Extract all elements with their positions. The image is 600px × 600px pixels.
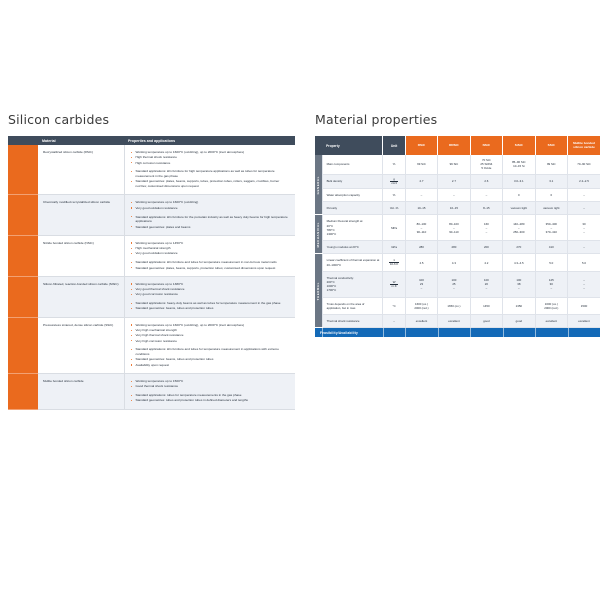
property-value-cell: – <box>470 189 502 202</box>
right-panel-title: Material properties <box>315 112 438 127</box>
list-item: Very good oxidation resistance <box>131 206 291 211</box>
list-item: Standard applications: heavy-duty beams as well as tubes for temperature measurement in the gas phase <box>131 301 291 306</box>
material-properties-cell <box>124 373 295 409</box>
property-value-cell: 4.3 <box>438 254 470 271</box>
list-item: Standard applications: tubes for temperature measurements in the gas phase <box>131 393 291 398</box>
property-value-cell: 280 <box>405 241 437 254</box>
property-value-cell: – <box>568 189 600 202</box>
header-cell-material-nsic: NSiC <box>470 136 502 155</box>
property-value-cell: good <box>503 315 535 328</box>
property-name-cell: Medium Flexural strength at 20°C 780°C 1300°C <box>322 215 383 241</box>
list-item: Standard applications: kiln furniture for high temperature applications as well as tubes for temperature measurement in the gas phase <box>131 169 291 179</box>
property-value-cell: 2.7 <box>438 174 470 188</box>
property-value-cell: – – – <box>568 271 600 297</box>
list-item: Working temperature up to 1600°C (oxidizing), up to 2000°C (inert atmosphere) <box>131 150 291 155</box>
materials-table <box>8 136 295 410</box>
group-label-general: GENERAL <box>315 155 322 215</box>
property-unit-cell: % <box>383 155 405 174</box>
property-value-cell: 1450 <box>470 297 502 314</box>
list-item: Standard geometries: plates and beams <box>131 225 291 230</box>
header-cell-properties: Properties and applications <box>124 136 295 145</box>
property-value-cell: 2.7 <box>405 174 437 188</box>
material-properties-cell <box>124 195 295 235</box>
property-name-cell: Thermal conductivity: 200°C 1000°C 1700°C <box>322 271 383 297</box>
row-colour-strip <box>8 276 38 317</box>
property-value-cell: vacuum tight <box>503 202 535 215</box>
list-item: Working temperature up to 1600°C (oxidizing), up to 2000°C (inert atmosphere) <box>131 323 291 328</box>
row-colour-strip <box>8 195 38 235</box>
property-value-cell: 99 SiC <box>405 155 437 174</box>
property-name-cell: Main components <box>322 155 383 174</box>
property-value-cell: 70–90 SiC <box>568 155 600 174</box>
property-value-cell: 4.5 <box>405 254 437 271</box>
feasibility-column-divider <box>322 328 323 337</box>
property-value-cell: 80–100 – 90–110 <box>405 215 437 241</box>
material-name-cell: Pressureless sintered, dense silicon carbide (SSiC) <box>38 317 124 373</box>
property-value-cell: 100 25 – <box>438 271 470 297</box>
material-name-cell: Mullite bonded silicon carbide <box>38 373 124 409</box>
table-row <box>8 276 295 317</box>
table-row <box>315 155 600 174</box>
feasibility-column-divider <box>503 328 504 337</box>
header-cell-material-mullite-bonded-silicon-carbide: Mullite bonded silicon carbide <box>568 136 600 155</box>
property-unit-cell: $\frac{W}{m\cdot K}$ <box>383 271 405 297</box>
property-name-cell: Bulk density <box>322 174 383 188</box>
property-value-cell: 80–100 – 90–110 <box>438 215 470 241</box>
property-name-cell: Water absorption capacity <box>322 189 383 202</box>
list-item: Standard applications: kiln furniture and tubes for temperature measurement in applications with extreme conditions <box>131 347 291 357</box>
property-value-cell: 0 <box>503 189 535 202</box>
material-properties-cell <box>124 276 295 317</box>
property-value-cell: 100 23 – <box>405 271 437 297</box>
list-item: Very good oxidation resistance <box>131 251 291 256</box>
material-properties-section <box>315 112 600 337</box>
row-colour-strip <box>8 235 38 276</box>
property-value-cell: 8–15 <box>470 202 502 215</box>
list-item: Working temperature up to 1500°C <box>131 379 291 384</box>
property-name-cell: Tmax depends on the area of application, but in max. <box>322 297 383 314</box>
list-item: Standard geometries: tubes and protection tubes in defined diameters and lengths <box>131 398 291 403</box>
material-properties-cell <box>124 317 295 373</box>
property-value-cell: – <box>568 241 600 254</box>
property-value-cell: 70 SiC 25 Si3N4 5 Oxide <box>470 155 502 174</box>
table-row <box>315 174 600 188</box>
feasibility-column-divider <box>535 328 536 337</box>
left-panel-title: Silicon carbides <box>8 112 110 127</box>
material-properties-cell <box>124 145 295 195</box>
feasibility-availability-bar: Feasibility/Availability <box>315 328 600 337</box>
property-value-cell: 3.0–3.1 <box>503 174 535 188</box>
property-value-cell: 1600 (ox.) 2000 (red.) <box>535 297 567 314</box>
list-item: Working temperature up to 1600°C (oxidizing) <box>131 200 291 205</box>
silicon-carbides-section <box>8 112 295 410</box>
property-name-cell: Thermal shock resistance <box>322 315 383 328</box>
header-cell-material-rrsic: RRSiC <box>438 136 470 155</box>
property-value-cell: excellent <box>438 315 470 328</box>
property-name-cell: Linear coefficient of thermal expansion at 20–1000°C <box>322 254 383 271</box>
property-value-cell: – <box>438 189 470 202</box>
property-value-cell: 1650 (ox.) <box>438 297 470 314</box>
group-label-mechanical: MECHANICAL <box>315 215 322 254</box>
properties-table-header-row <box>315 136 600 155</box>
table-row <box>315 315 600 328</box>
table-row <box>8 317 295 373</box>
property-value-cell: 125 30 – <box>535 271 567 297</box>
feasibility-column-divider <box>568 328 569 337</box>
property-value-cell: – <box>405 189 437 202</box>
list-item: Very high corrosion resistance <box>131 339 291 344</box>
list-item: Good thermal shock resistance <box>131 384 291 389</box>
material-name-cell: Nitride bonded silicon carbide (NSiC) <box>38 235 124 276</box>
property-unit-cell: % <box>383 189 405 202</box>
property-value-cell: 160 – – <box>470 215 502 241</box>
header-cell-material-ssic: SSiC <box>535 136 567 155</box>
feasibility-bar-wrap <box>315 328 600 337</box>
feasibility-column-divider <box>383 328 384 337</box>
list-item: Standard geometries: plates, beams, supports, tubes, protection tubes, rollers, saggars, crucibles, burner nozzles; customised dimensions upon request <box>131 179 291 189</box>
row-colour-strip <box>8 317 38 373</box>
table-row <box>315 202 600 215</box>
property-name-cell: Young's modulus at 20°C <box>322 241 383 254</box>
table-row <box>315 271 600 297</box>
property-value-cell: 100 38 – <box>503 271 535 297</box>
table-row <box>8 235 295 276</box>
property-value-cell: 410 <box>535 241 567 254</box>
list-item: Very good thermal shock resistance <box>131 287 291 292</box>
header-cell-strip <box>8 136 38 145</box>
property-value-cell: 5.0 <box>535 254 567 271</box>
property-value-cell: 140–280 – 250–300 <box>503 215 535 241</box>
feasibility-column-divider <box>405 328 406 337</box>
property-value-cell: 100 20 – <box>470 271 502 297</box>
list-item: High corrosion resistance <box>131 161 291 166</box>
property-unit-cell: GPa <box>383 241 405 254</box>
property-value-cell: 99 SiC <box>438 155 470 174</box>
property-value-cell: 270 <box>503 241 535 254</box>
property-value-cell: good <box>470 315 502 328</box>
property-value-cell: – <box>568 202 600 215</box>
row-colour-strip <box>8 373 38 409</box>
property-value-cell: 99 SiC <box>535 155 567 174</box>
feasibility-column-divider <box>438 328 439 337</box>
header-cell-material-sisic: SiSiC <box>503 136 535 155</box>
table-row <box>315 254 600 271</box>
property-value-cell: 3.1 <box>535 174 567 188</box>
group-label-thermal: THERMAL <box>315 254 322 328</box>
property-value-cell: 1600 (ox.) 2000 (red.) <box>405 297 437 314</box>
material-name-cell: Recrystallized silicon carbide (RSiC) <box>38 145 124 195</box>
material-properties-cell <box>124 235 295 276</box>
list-item: Standard geometries: beams, tubes and protection tubes <box>131 357 291 362</box>
property-value-cell: excellent <box>568 315 600 328</box>
list-item: Working temperature up to 1380°C <box>131 282 291 287</box>
properties-table <box>315 136 600 328</box>
property-value-cell: 5.0 <box>568 254 600 271</box>
property-value-cell: 10–15 <box>405 202 437 215</box>
property-value-cell: 200 <box>470 241 502 254</box>
table-row <box>8 195 295 235</box>
list-item: High thermal shock resistance <box>131 155 291 160</box>
property-value-cell: 30 – – <box>568 215 600 241</box>
list-item: Standard applications: kiln furniture for the porcelain industry as well as heavy duty beams for high temperature applications <box>131 215 291 225</box>
property-value-cell: 4.3–4.5 <box>503 254 535 271</box>
list-item: High mechanical strength <box>131 246 291 251</box>
property-unit-cell: $\frac{g}{cm3}$ <box>383 174 405 188</box>
table-row <box>315 215 600 241</box>
header-cell-material: Material <box>38 136 124 145</box>
material-name-cell: Chemically modified recrystallized silicon carbide <box>38 195 124 235</box>
property-value-cell: 350–400 – 370–410 <box>535 215 567 241</box>
property-value-cell: 1350 <box>503 297 535 314</box>
property-value-cell: 4.2 <box>470 254 502 271</box>
table-row <box>315 297 600 314</box>
property-value-cell: 2.2–2.5 <box>568 174 600 188</box>
header-cell-group-corner <box>315 136 322 155</box>
property-value-cell: 85–90 SiC 10–15 Si <box>503 155 535 174</box>
property-unit-cell: Vol.-% <box>383 202 405 215</box>
list-item: Very good corrosion resistance <box>131 292 291 297</box>
header-cell-unit: Unit <box>383 136 405 155</box>
property-unit-cell: MPa <box>383 215 405 241</box>
header-cell-material-rsic: RSiC <box>405 136 437 155</box>
list-item: Working temperature up to 1450°C <box>131 241 291 246</box>
property-unit-cell: °C <box>383 297 405 314</box>
property-value-cell: excellent <box>535 315 567 328</box>
property-unit-cell: $\frac{1}{10-6 K}$ <box>383 254 405 271</box>
property-value-cell: 0 <box>535 189 567 202</box>
feasibility-column-divider <box>470 328 471 337</box>
list-item: Very high mechanical strength <box>131 328 291 333</box>
property-name-cell: Porosity <box>322 202 383 215</box>
list-item: Availability upon request <box>131 363 291 368</box>
table-row <box>315 189 600 202</box>
table-row <box>8 145 295 195</box>
row-colour-strip <box>8 145 38 195</box>
property-unit-cell: – <box>383 315 405 328</box>
property-value-cell: 2.6 <box>470 174 502 188</box>
table-row <box>8 373 295 409</box>
material-name-cell: Silicon-filtrated, reaction-bonded silicon carbide (SiSiC) <box>38 276 124 317</box>
property-value-cell: 1500 <box>568 297 600 314</box>
list-item: Very high thermal shock resistance <box>131 333 291 338</box>
property-value-cell: 280 <box>438 241 470 254</box>
list-item: Standard geometries: beams, tubes and protection tubes <box>131 306 291 311</box>
list-item: Standard geometries: plates, beams, supports, protection tubes; customised dimensions upon request <box>131 266 291 271</box>
property-value-cell: 10–15 <box>438 202 470 215</box>
materials-table-header-row <box>8 136 295 145</box>
table-row <box>315 241 600 254</box>
header-cell-property: Property <box>322 136 383 155</box>
property-value-cell: excellent <box>405 315 437 328</box>
property-value-cell: vacuum tight <box>535 202 567 215</box>
list-item: Standard applications: kiln furniture and tubes for temperature measurement in non-ferrous metal melts <box>131 260 291 265</box>
